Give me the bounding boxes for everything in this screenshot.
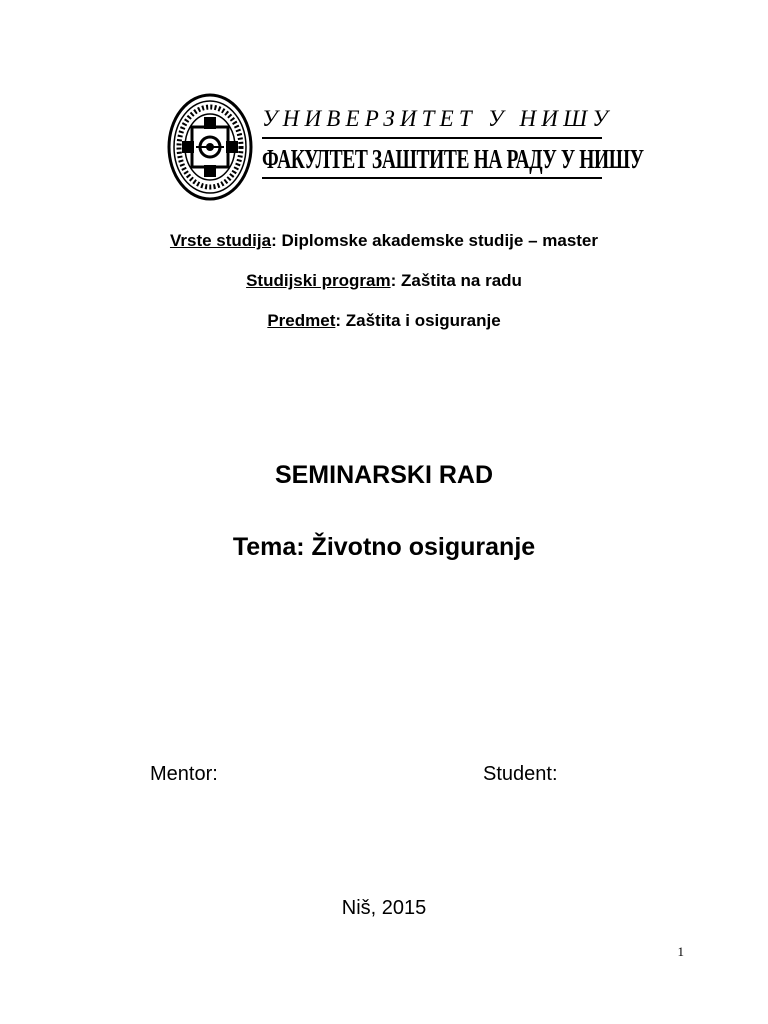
faculty-name: ФАКУЛТЕТ ЗАШТИТЕ НА РАДУ У НИШУ [262, 144, 644, 174]
document-topic: Tema: Životno osiguranje [232, 533, 536, 561]
student-label: Student: [483, 763, 558, 785]
header-divider [262, 137, 602, 139]
mentor-label: Mentor: [150, 763, 218, 785]
subject-value: : Zaštita i osiguranje [335, 311, 501, 330]
study-type-value: : Diplomske akademske studije – master [271, 231, 599, 250]
faculty-header [166, 92, 644, 202]
study-type-label: Vrste studija [169, 231, 272, 250]
subject-label: Predmet [267, 311, 336, 330]
study-type-line [0, 231, 768, 251]
header-divider [262, 177, 602, 179]
university-seal-icon [166, 92, 254, 202]
place-date: Niš, 2015 [341, 897, 427, 919]
study-program-label: Studijski program [246, 271, 391, 290]
page-number: 1 [677, 944, 684, 959]
study-program-value: : Zaštita na radu [390, 271, 522, 290]
document-title: SEMINARSKI RAD [274, 461, 494, 489]
university-name: УНИВЕРЗИТЕТ У НИШУ [262, 106, 613, 131]
study-program-line [0, 271, 768, 291]
subject-line [0, 311, 768, 331]
